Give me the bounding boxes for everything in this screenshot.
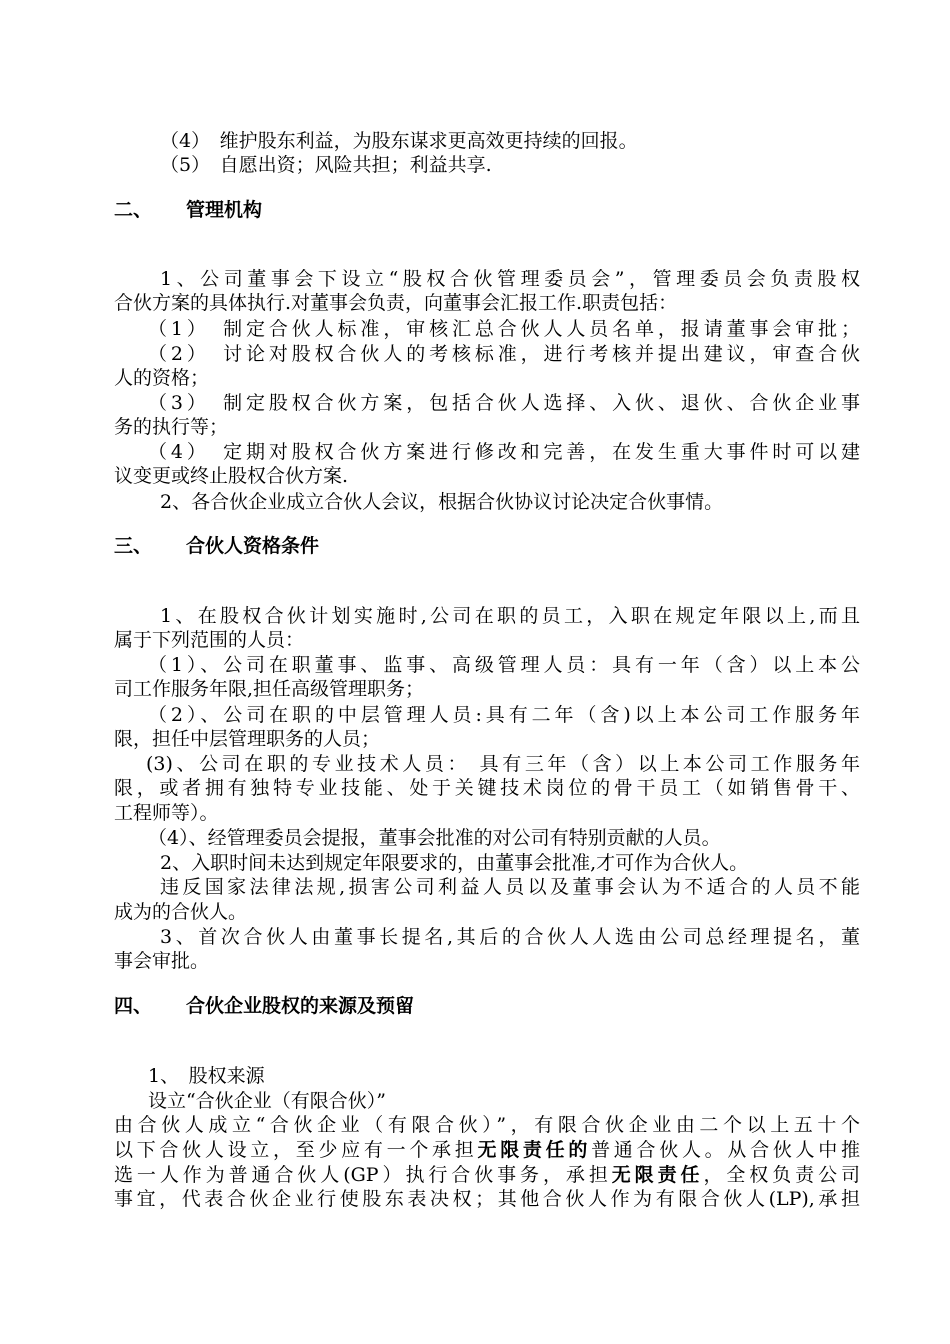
list-item: （4） 维护股东利益，为股东谋求更高效更持续的回报。 [160, 130, 638, 152]
list-item: （2）、公司在职的中层管理人员:具有二年（含)以上本公司工作服务年 [148, 704, 860, 726]
paragraph-line: 务的执行等； [114, 416, 229, 438]
list-item: （5） 自愿出资；风险共担；利益共享. [160, 154, 492, 176]
section-title: 合伙人资格条件 [186, 535, 320, 557]
text-run: 普通合伙人。从合伙人中推 [591, 1139, 860, 1161]
paragraph-line: 设立“合伙企业（有限合伙）” [148, 1090, 386, 1112]
paragraph-line: 工程师等）。 [114, 802, 219, 824]
paragraph-line: 合伙方案的具体执行.对董事会负责，向董事会汇报工作.职责包括： [114, 292, 678, 314]
paragraph-line: 议变更或终止股权合伙方案. [114, 465, 349, 487]
list-item: (3)、公司在职的专业技术人员： 具有三年（含）以上本公司工作服务年 [146, 753, 860, 775]
paragraph-line: 1、公司董事会下设立“股权合伙管理委员会”，管理委员会负责股权 [160, 268, 860, 290]
paragraph-line: 事会审批。 [114, 950, 210, 972]
section-title: 管理机构 [186, 199, 263, 221]
list-item: （3） 制定股权合伙方案，包括合伙人选择、入伙、退伙、合伙企业事 [148, 392, 860, 414]
list-item: （1）、公司在职董事、监事、高级管理人员：具有一年（含）以上本公 [148, 654, 860, 676]
section-number: 四、 [114, 995, 153, 1017]
section-heading [114, 994, 860, 1018]
paragraph-line: 由合伙人成立“合伙企业（有限合伙）”，有限合伙企业由二个以上五十个 [114, 1114, 860, 1136]
paragraph-line: 成为的合伙人。 [114, 901, 248, 923]
paragraph-line: 限，担任中层管理职务的人员； [114, 728, 381, 750]
bold-text-run: 无限责任的 [477, 1139, 592, 1161]
list-item: （2） 讨论对股权合伙人的考核标准，进行考核并提出建议，审查合伙 [148, 343, 860, 365]
paragraph-line: 3、首次合伙人由董事长提名,其后的合伙人人选由公司总经理提名，董 [160, 926, 860, 948]
paragraph-line: 司工作服务年限,担任高级管理职务； [114, 678, 425, 700]
text-run: ，全权负责公司 [703, 1164, 860, 1186]
paragraph-line: 1、在股权合伙计划实施时,公司在职的员工，入职在规定年限以上,而且 [160, 605, 860, 627]
bold-text-run: 无限责任 [611, 1164, 704, 1186]
list-item: （4）、经管理委员会提报，董事会批准的对公司有特别贡献的人员。 [148, 827, 721, 849]
list-item: （4） 定期对股权合伙方案进行修改和完善，在发生重大事件时可以建 [148, 441, 860, 463]
paragraph-line: 2、入职时间未达到规定年限要求的，由董事会批准,才可作为合伙人。 [160, 852, 749, 874]
section-title: 合伙企业股权的来源及预留 [186, 995, 415, 1017]
paragraph-line [114, 1138, 860, 1162]
paragraph-line: 人的资格； [114, 367, 210, 389]
text-run: 选一人作为普通合伙人(GP）执行合伙事务，承担 [114, 1164, 612, 1186]
paragraph-line: 限，或者拥有独特专业技能、处于关键技术岗位的骨干员工（如销售骨干、 [114, 777, 860, 799]
paragraph-line: 2、各合伙企业成立合伙人会议，根据合伙协议讨论决定合伙事情。 [160, 491, 724, 513]
section-number: 二、 [114, 199, 153, 221]
section-heading [114, 534, 860, 558]
section-heading [114, 198, 860, 222]
subsection-heading: 1、 股权来源 [148, 1065, 265, 1087]
text-run: 以下合伙人设立，至少应有一个承担 [114, 1139, 478, 1161]
list-item: （1） 制定合伙人标准，审核汇总合伙人人员名单，报请董事会审批； [148, 318, 860, 340]
paragraph-line: 违反国家法律法规,损害公司利益人员以及董事会认为不适合的人员不能 [160, 876, 860, 898]
paragraph-line [114, 1163, 860, 1187]
section-number: 三、 [114, 535, 153, 557]
paragraph-line: 属于下列范围的人员： [114, 629, 305, 651]
paragraph-line: 事宜，代表合伙企业行使股东表决权；其他合伙人作为有限合伙人(LP),承担 [114, 1188, 860, 1210]
